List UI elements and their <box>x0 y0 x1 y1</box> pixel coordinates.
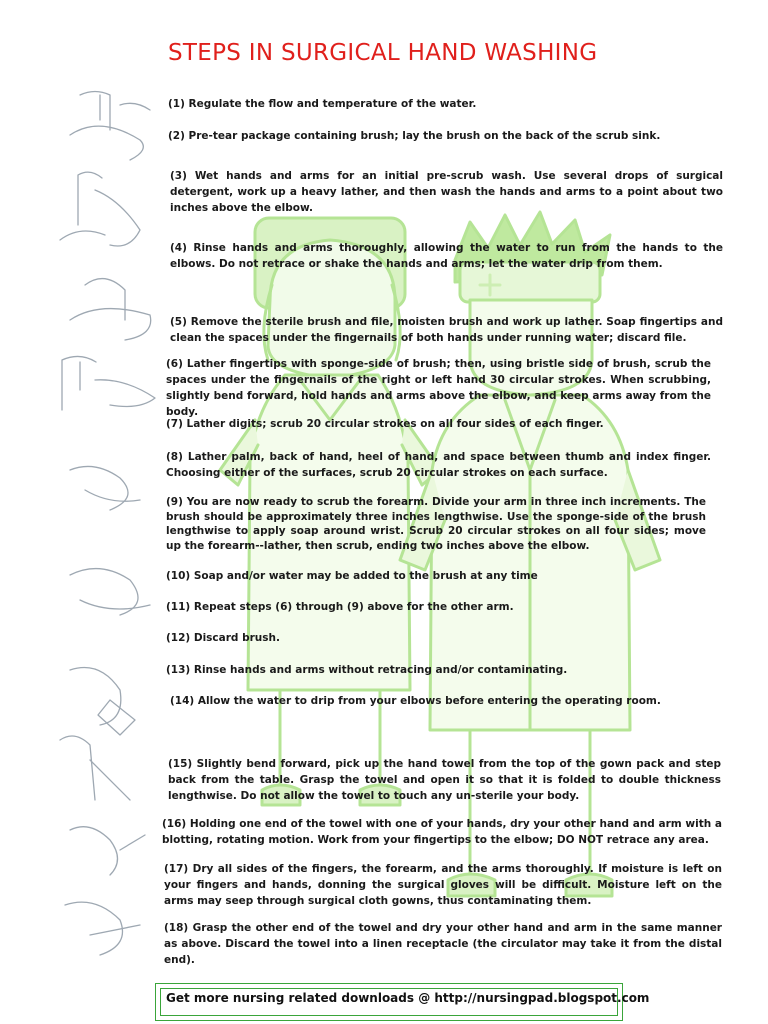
step-17: (17) Dry all sides of the fingers, the forearm, and the arms thoroughly. If moisture is left on your fingers and hands, donning the surgical gloves will be difficult. Moisture left on the arms may seep through surgical cloth gowns, thus contaminating them. <box>164 863 722 907</box>
page-title: STEPS IN SURGICAL HAND WASHING <box>168 40 598 66</box>
step-18: (18) Grasp the other end of the towel and dry your other hand and arm in the same manner as above. Discard the towel into a linen receptacle (the circulator may take it from the distal end). <box>164 922 722 966</box>
step-1: (1) Regulate the flow and temperature of the water. <box>168 98 477 110</box>
step-3: (3) Wet hands and arms for an initial pre-scrub wash. Use several drops of surgical detergent, work up a heavy lather, and then wash the hands and arms to a point about two inches above the elbow. <box>170 170 723 214</box>
step-10: (10) Soap and/or water may be added to the brush at any time <box>166 570 538 582</box>
step-8: (8) Lather palm, back of hand, heel of hand, and space between thumb and index finger. Choosing either of the surfaces, scrub 20 circular strokes on each surface. <box>166 451 711 479</box>
step-4: (4) Rinse hands and arms thoroughly, allowing the water to run from the hands to the elbows. Do not retrace or shake the hands and arms; let the water drip from them. <box>170 242 723 270</box>
step-7: (7) Lather digits; scrub 20 circular strokes on all four sides of each finger. <box>166 418 604 430</box>
step-12: (12) Discard brush. <box>166 632 280 644</box>
step-15: (15) Slightly bend forward, pick up the hand towel from the top of the gown pack and step back from the table. Grasp the towel and open it so that it is folded to double thickness lengthwise. Do not allow the towel to touch any un-sterile your body. <box>168 758 721 802</box>
step-9: (9) You are now ready to scrub the forearm. Divide your arm in three inch increments. The brush should be approximately three inches lengthwise. Use the sponge-side of the brush lengthwise to apply soap around wrist. Scrub 20 circular strokes on all four sides; move up the forearm--lather, then scrub, ending two inches above the elbow. <box>166 496 706 552</box>
step-14: (14) Allow the water to drip from your elbows before entering the operating room. <box>170 695 661 707</box>
step-16: (16) Holding one end of the towel with one of your hands, dry your other hand and arm with a blotting, rotating motion. Work from your fingertips to the elbow; DO NOT retrace any area. <box>162 818 722 846</box>
hand-washing-sketch-icon <box>60 92 155 956</box>
step-2: (2) Pre-tear package containing brush; lay the brush on the back of the scrub sink. <box>168 130 661 142</box>
step-11: (11) Repeat steps (6) through (9) above for the other arm. <box>166 601 514 613</box>
step-13: (13) Rinse hands and arms without retracing and/or contaminating. <box>166 664 568 676</box>
footer-link-text[interactable]: Get more nursing related downloads @ http://nursingpad.blogspot.com <box>166 991 650 1005</box>
footer-banner <box>155 983 650 1021</box>
step-6: (6) Lather fingertips with sponge-side of brush; then, using bristle side of brush, scrub the spaces under the fingernails of the right or left hand 30 circular strokes. When scrubbing, slightly bend forward, hold hands and arms above the elbow, and keep arms away from the body. <box>166 358 711 418</box>
step-5: (5) Remove the sterile brush and file, moisten brush and work up lather. Soap fingertips and clean the spaces under the fingernails of both hands under running water; discard file. <box>170 316 723 344</box>
